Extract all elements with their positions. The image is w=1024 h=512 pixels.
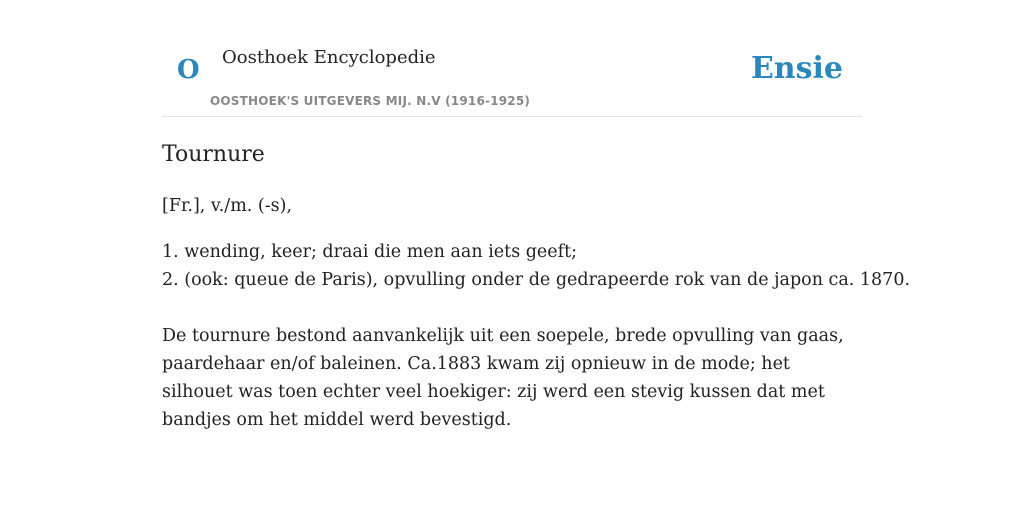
page: [162, 0, 911, 430]
ensie-brand-logo[interactable]: Ensie: [750, 51, 843, 86]
site-header: [162, 0, 862, 117]
oosthoek-logo[interactable]: O: [177, 55, 200, 85]
entry-grammar: [Fr.], v./m. (-s),: [162, 196, 293, 216]
meaning-item: 1. wending, keer; draai die men aan iets geeft;: [162, 242, 578, 262]
entry-title: Tournure: [162, 142, 265, 167]
entry-description: De tournure bestond aanvankelijk uit een soepele, brede opvulling van gaas, paardehaar en/of baleinen. Ca.1883 kwam zij opnieuw in de mode; het silhouet was toen echter veel hoekiger: zij werd een stevig kussen dat met bandjes om het middel werd bevestigd.: [162, 326, 844, 430]
publisher-subtitle: OOSTHOEK'S UITGEVERS MIJ. N.V (1916-1925): [210, 94, 531, 108]
entry-meanings: [162, 238, 911, 294]
meaning-item: 2. (ook: queue de Paris), opvulling onder de gedrapeerde rok van de japon ca. 1870.: [162, 270, 911, 290]
site-title-link[interactable]: Oosthoek Encyclopedie: [222, 47, 436, 68]
